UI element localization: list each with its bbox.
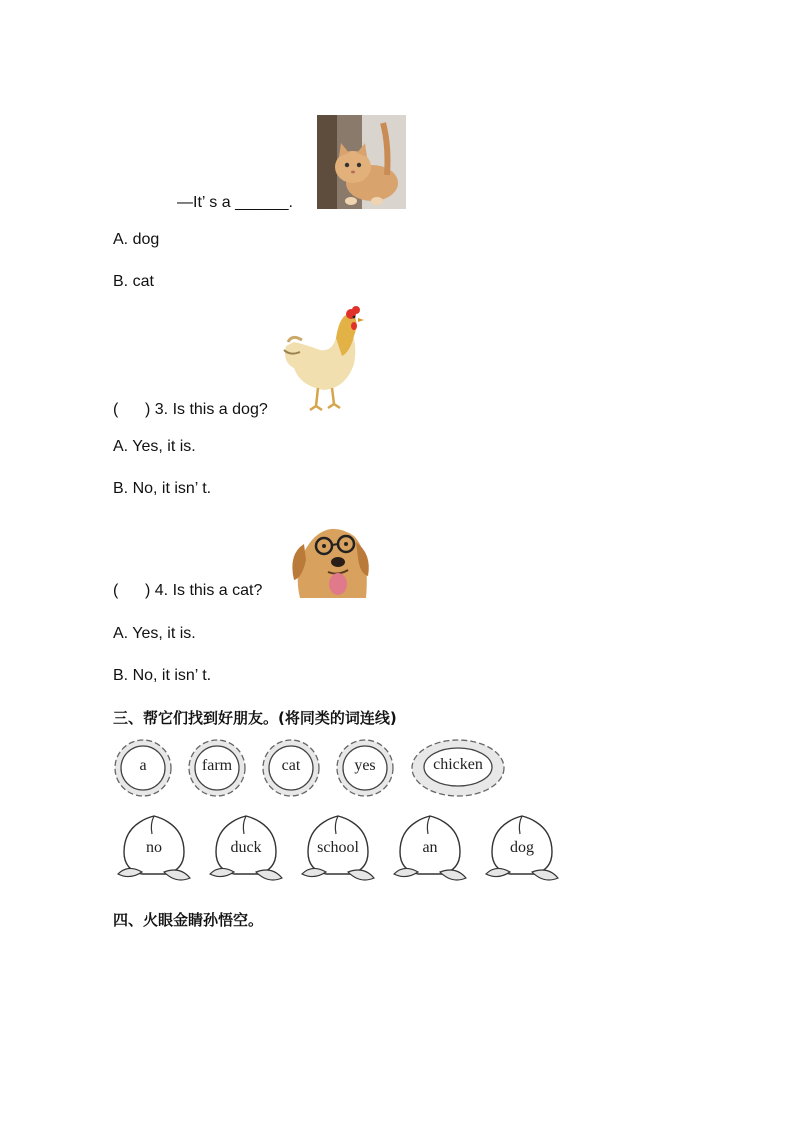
peach-word-duck — [208, 812, 284, 884]
flower-label: chicken — [433, 756, 483, 773]
q2-option-a: A. dog — [113, 231, 160, 248]
dog-image — [272, 514, 384, 598]
peach-label: school — [317, 839, 359, 856]
cat-image — [317, 115, 406, 209]
flower-word-yes — [335, 738, 395, 798]
flower-label: cat — [281, 757, 301, 774]
q4-stem: ( ) 4. Is this a cat? — [113, 582, 263, 599]
section4-title: 四、火眼金睛孙悟空。 — [113, 911, 264, 929]
flower-word-farm — [187, 738, 247, 798]
flower-word-a — [113, 738, 173, 798]
peach-label: duck — [230, 839, 262, 856]
peach-label: no — [146, 839, 162, 856]
q2-option-b: B. cat — [113, 273, 154, 290]
flower-label: farm — [201, 757, 233, 774]
q4-option-b: B. No, it isn’ t. — [113, 667, 212, 684]
peach-word-an — [392, 812, 468, 884]
peach-label: an — [422, 839, 438, 856]
peach-word-dog — [484, 812, 560, 884]
q2-answer-stem: —It’ s a ______. — [177, 194, 293, 211]
flower-word-chicken — [410, 738, 506, 798]
flower-label: a — [139, 757, 147, 774]
peach-label: dog — [510, 839, 534, 856]
flower-word-cat — [261, 738, 321, 798]
section3-title: 三、帮它们找到好朋友。(将同类的词连线) — [113, 709, 397, 727]
peach-word-school — [300, 812, 376, 884]
q3-option-b: B. No, it isn’ t. — [113, 480, 212, 497]
flower-label: yes — [354, 757, 376, 774]
q3-option-a: A. Yes, it is. — [113, 438, 196, 455]
q3-stem: ( ) 3. Is this a dog? — [113, 401, 268, 418]
chicken-image — [280, 302, 364, 414]
q4-option-a: A. Yes, it is. — [113, 625, 196, 642]
peach-word-no — [116, 812, 192, 884]
